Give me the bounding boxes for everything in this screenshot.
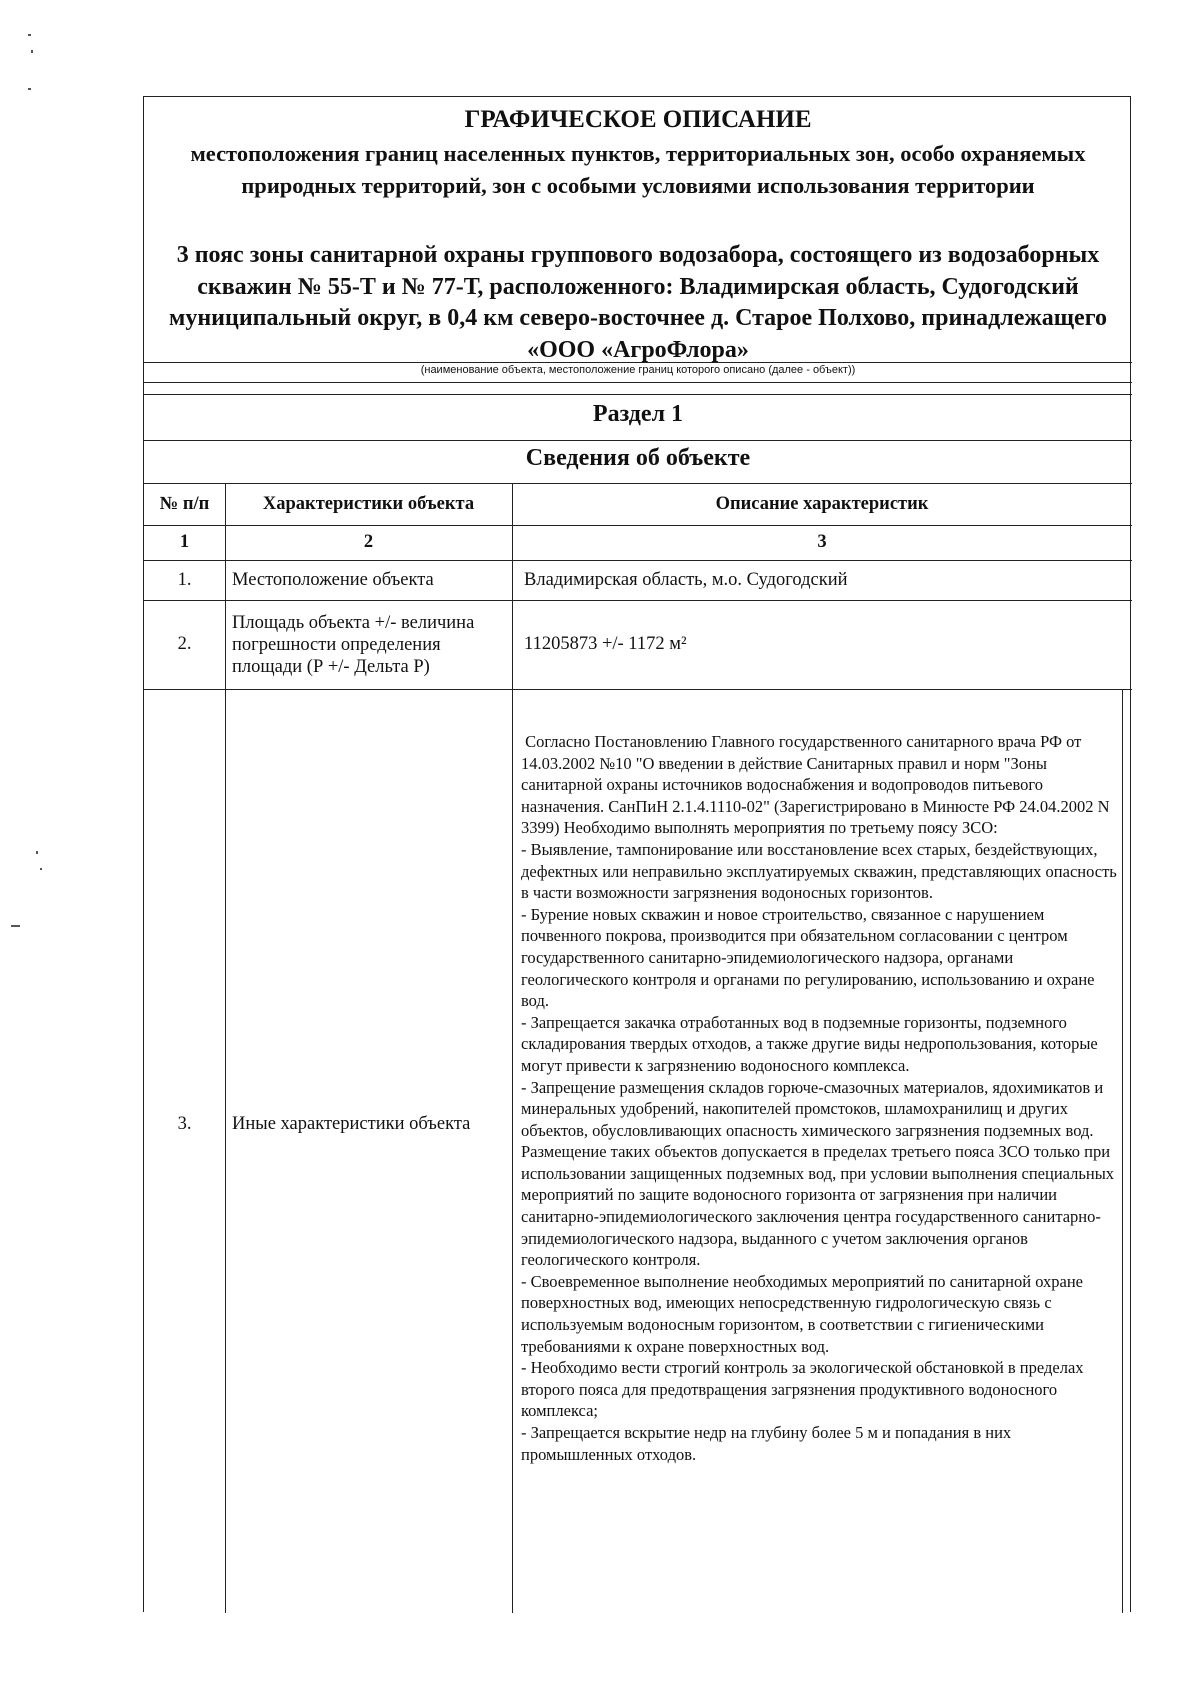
document-frame [143,96,1131,1612]
characteristic-name: Площадь объекта +/- величина погрешности определения площади (Р +/- Дельта Р) [232,612,475,677]
column-header-number: № п/п [159,493,210,514]
characteristic-value [512,731,1124,1465]
row-number: 3. [177,1113,192,1134]
divider [144,394,1132,395]
requirement-paragraph: - Запрещается закачка отработанных вод в подземные горизонты, подземного складирования твердых отходов, а также другие виды недропользования, которые могут привести к загрязнению водоносного комплекса. [521,1012,1098,1075]
row-number: 2. [177,634,192,654]
characteristic-value: Владимирская область, м.о. Судогодский [524,569,848,590]
requirements-list [521,731,1122,1465]
characteristic-name: Местоположение объекта [232,569,434,590]
column-number: 2 [363,532,374,552]
divider [144,382,1132,383]
scan-speck [31,50,33,53]
scan-speck [28,88,31,90]
requirement-paragraph: - Выявление, тампонирование или восстановление всех старых, бездействующих, дефектных или неправильно эксплуатируемых скважин, представляющих опасность в части возможности загрязнения водоносных горизонтов. [521,839,1117,903]
section-heading: Сведения об объекте [525,445,751,471]
requirement-paragraph: - Необходимо вести строгий контроль за экологической обстановкой в пределах второго пояса для предотвращения загрязнения продуктивного водоносного комплекса; [521,1358,1084,1421]
divider [144,362,1132,363]
object-name: 3 пояс зоны санитарной охраны группового водозабора, состоящего из водозаборных скважин № 55-Т и № 77-Т, расположенного: Владимирская область, Судогодский муниципальный округ, в 0,4 км северо-восточнее д. Старое Полхово, принадлежащего «ООО «АгроФлора» [168,242,1107,363]
characteristic-name: Иные характеристики объекта [232,1113,471,1134]
column-header-characteristic: Характеристики объекта [262,493,475,514]
document-subtitle: местоположения границ населенных пунктов, территориальных зон, особо охраняемых природных территорий, зон с особыми условиями использования территории [190,141,1086,198]
document-header [144,97,1132,391]
requirement-paragraph: - Своевременное выполнение необходимых мероприятий по санитарной охране поверхностных вод, имеющих непосредственную гидрологическую связь с используемым водоносным горизонтом, в соответствии с гигиеническими требованиями к охране поверхностных вод. [521,1271,1084,1356]
object-caption: (наименование объекта, местоположение границ которого описано (далее - объект)) [420,364,856,376]
scan-speck [40,868,42,870]
section-label: Раздел 1 [592,401,684,427]
requirement-paragraph: Размещение таких объектов допускается в пределах третьего пояса ЗСО только при использовании защищенных подземных вод, при условии выполнения специальных мероприятий по защите водоносного горизонта от загрязнения при наличии санитарно-эпидемиологического заключения центра государственного санитарно-эпидемиологического надзора, выданного с учетом заключения органов геологического контроля. [521,1142,1115,1270]
scan-speck [11,925,20,927]
column-header-description: Описание характеристик [715,493,929,514]
characteristic-value: 11205873 +/- 1172 м² [524,634,687,654]
column-number: 3 [817,532,827,552]
requirement-paragraph: Согласно Постановлению Главного государственного санитарного врача РФ от 14.03.2002 №10 "О введении в действие Санитарных правил и норм "Зоны санитарной охраны источников водоснабжения и водопроводов питьевого назначения. СанПиН 2.1.4.1110-02" (Зарегистрировано в Минюсте РФ 24.04.2002 N 3399) Необходимо выполнять мероприятия по третьему поясу ЗСО: [521,732,1114,838]
requirement-paragraph: - Запрещение размещения складов горюче-смазочных материалов, ядохимикатов и минеральных удобрений, накопителей промстоков, шламохранилищ и других объектов, обусловливающих опасность химического загрязнения подземных вод. [521,1077,1104,1140]
document-title: ГРАФИЧЕСКОЕ ОПИСАНИЕ [464,106,812,133]
scan-speck [28,34,31,36]
requirement-paragraph: - Бурение новых скважин и новое строительство, связанное с нарушением почвенного покрова, производится при обязательном согласовании с центром государственного санитарно-эпидемиологического надзора, органами геологического контроля и органами по регулированию, использованию и охране вод. [521,904,1095,1011]
row-number: 1. [177,569,192,590]
requirement-paragraph: - Запрещается вскрытие недр на глубину более 5 м и попадания в них промышленных отходов. [521,1423,1012,1464]
column-number: 1 [179,532,190,552]
scan-speck [36,851,38,854]
divider [144,440,1132,441]
